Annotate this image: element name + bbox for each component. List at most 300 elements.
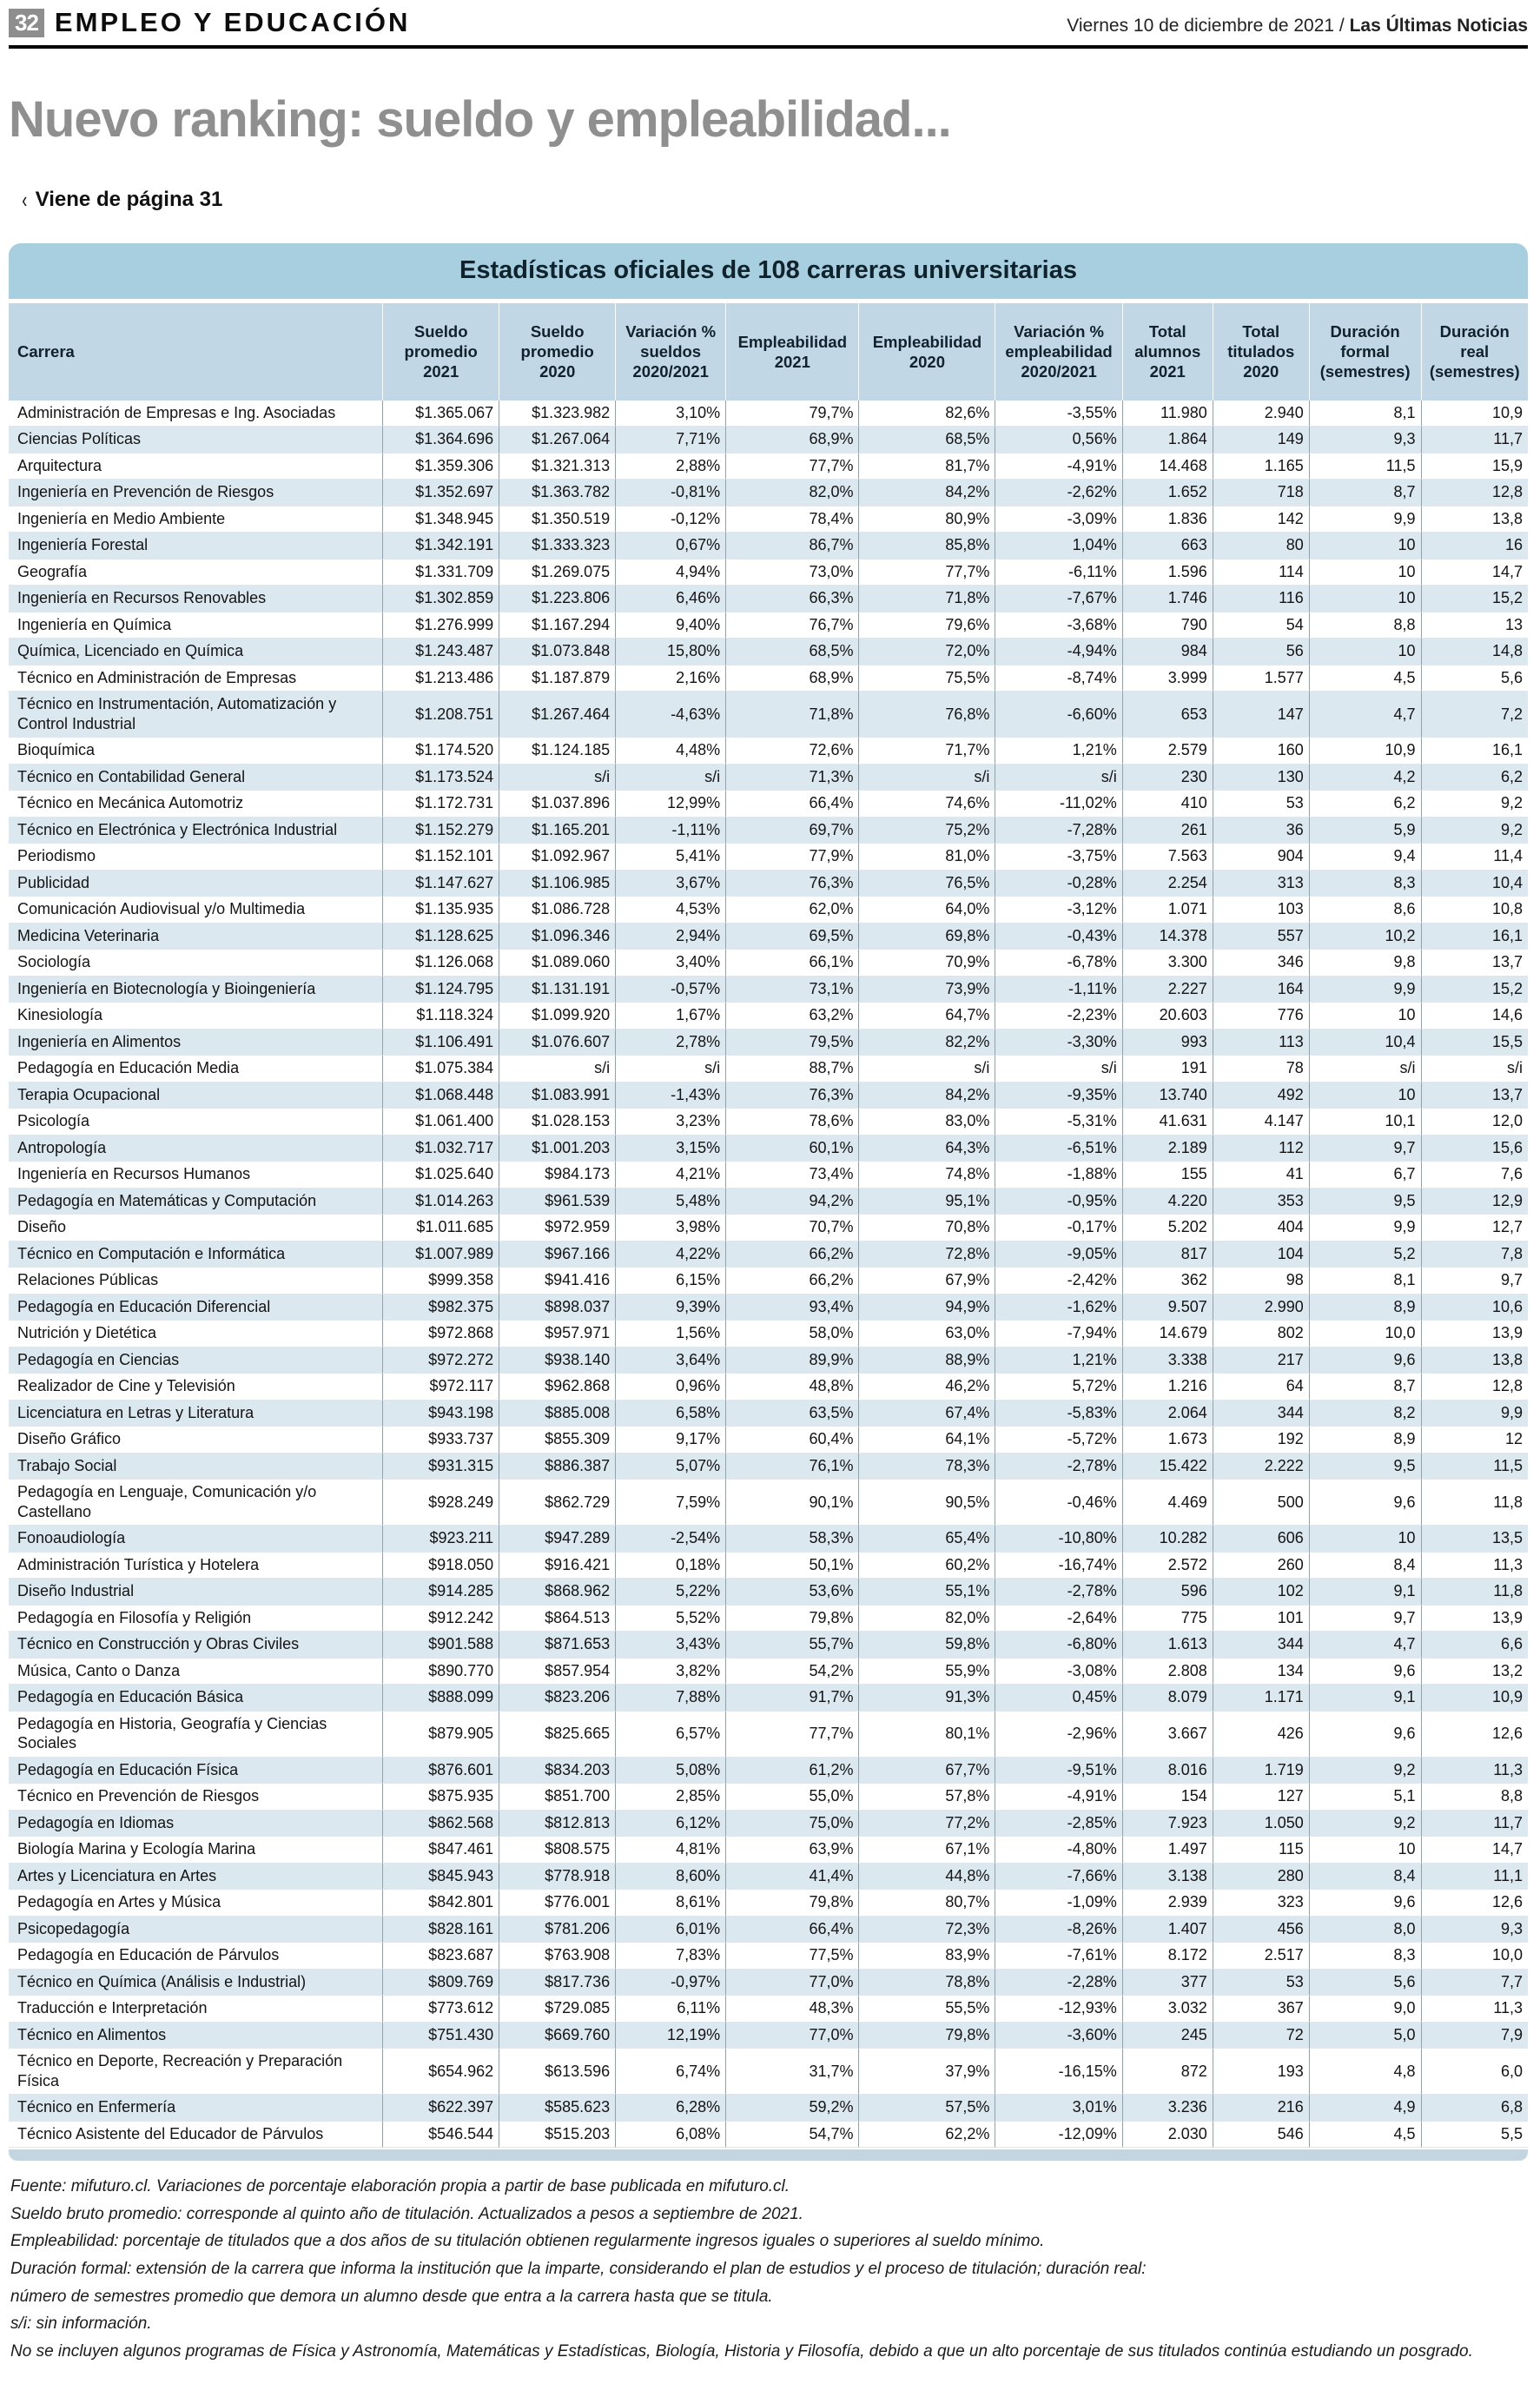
value-cell: 8,4 — [1309, 1553, 1421, 1579]
value-cell: 67,1% — [858, 1837, 995, 1864]
value-cell: $1.099.920 — [499, 1003, 615, 1030]
value-cell: $842.801 — [382, 1890, 499, 1917]
value-cell: 2,94% — [615, 924, 725, 950]
footnote-line: Duración formal: extensión de la carrera que informa la institución que la imparte, considerando el plan de estudios y el proceso de titulación; duración real: — [10, 2260, 1147, 2279]
value-cell: 164 — [1213, 977, 1309, 1003]
value-cell: 76,8% — [858, 692, 995, 738]
date-text: Viernes 10 de diciembre de 2021 / — [1067, 16, 1345, 36]
value-cell: $1.167.294 — [499, 613, 615, 639]
value-cell: 55,7% — [725, 1632, 858, 1659]
value-cell: 15,9 — [1421, 454, 1529, 480]
value-cell: 8,1 — [1309, 1268, 1421, 1295]
value-cell: 4,53% — [615, 897, 725, 924]
value-cell: $1.032.717 — [382, 1136, 499, 1162]
value-cell: $943.198 — [382, 1401, 499, 1427]
value-cell: 10,4 — [1309, 1030, 1421, 1056]
table-header — [9, 303, 1528, 401]
value-cell: $845.943 — [382, 1864, 499, 1891]
value-cell: 9,6 — [1309, 1480, 1421, 1526]
table-bottom-band — [9, 2149, 1528, 2161]
value-cell: 78,3% — [858, 1454, 995, 1480]
value-cell: $778.918 — [499, 1864, 615, 1891]
value-cell: 5,5 — [1421, 2122, 1529, 2149]
value-cell: 9,2 — [1309, 1758, 1421, 1785]
value-cell: 6,2 — [1309, 791, 1421, 818]
column-header-6: Variación % empleabilidad 2020/2021 — [995, 303, 1121, 401]
value-cell: 6,08% — [615, 2122, 725, 2149]
value-cell: 85,8% — [858, 533, 995, 560]
value-cell: 4.220 — [1122, 1189, 1213, 1215]
career-name-cell: Traducción e Interpretación — [9, 1996, 382, 2023]
value-cell: $654.962 — [382, 2049, 499, 2095]
value-cell: 4,7 — [1309, 1632, 1421, 1659]
value-cell: 72,6% — [725, 738, 858, 765]
value-cell: 55,5% — [858, 1996, 995, 2023]
value-cell: 53 — [1213, 791, 1309, 818]
value-cell: 6,6 — [1421, 1632, 1529, 1659]
value-cell: 5,72% — [995, 1374, 1121, 1401]
value-cell: $984.173 — [499, 1162, 615, 1189]
value-cell: $847.461 — [382, 1837, 499, 1864]
value-cell: -8,74% — [995, 666, 1121, 692]
table-body — [9, 401, 1528, 2149]
value-cell: 8,7 — [1309, 480, 1421, 507]
value-cell: 9,8 — [1309, 950, 1421, 977]
value-cell: 8,8 — [1421, 1784, 1529, 1811]
value-cell: 9,40% — [615, 613, 725, 639]
value-cell: 11,1 — [1421, 1864, 1529, 1891]
value-cell: 0,45% — [995, 1685, 1121, 1712]
column-header-2: Sueldo promedio 2020 — [499, 303, 615, 401]
value-cell: $999.358 — [382, 1268, 499, 1295]
career-name-cell: Pedagogía en Historia, Geografía y Ciencias Sociales — [9, 1712, 382, 1758]
table-row — [9, 1454, 1528, 1480]
value-cell: 9,39% — [615, 1295, 725, 1321]
column-header-0: Carrera — [9, 303, 382, 401]
value-cell: 134 — [1213, 1659, 1309, 1685]
value-cell: -2,62% — [995, 480, 1121, 507]
table-row — [9, 586, 1528, 613]
value-cell: $669.760 — [499, 2023, 615, 2050]
career-name-cell: Terapia Ocupacional — [9, 1083, 382, 1109]
value-cell: 68,5% — [725, 639, 858, 666]
value-cell: $1.076.607 — [499, 1030, 615, 1056]
value-cell: 66,4% — [725, 791, 858, 818]
value-cell: 55,9% — [858, 1659, 995, 1685]
value-cell: 346 — [1213, 950, 1309, 977]
value-cell: 7,88% — [615, 1685, 725, 1712]
value-cell: 76,7% — [725, 613, 858, 639]
value-cell: 4.469 — [1122, 1480, 1213, 1526]
value-cell: 1,21% — [995, 738, 1121, 765]
value-cell: $1.096.346 — [499, 924, 615, 950]
value-cell: 75,2% — [858, 818, 995, 844]
value-cell: $781.206 — [499, 1917, 615, 1944]
value-cell: 10,1 — [1309, 1109, 1421, 1136]
value-cell: 84,2% — [858, 1083, 995, 1109]
value-cell: 77,7% — [858, 560, 995, 586]
value-cell: 60,4% — [725, 1427, 858, 1454]
value-cell: 492 — [1213, 1083, 1309, 1109]
value-cell: -0,95% — [995, 1189, 1121, 1215]
value-cell: -6,11% — [995, 560, 1121, 586]
value-cell: 72,8% — [858, 1242, 995, 1268]
value-cell: 10,8 — [1421, 897, 1529, 924]
value-cell: 4,7 — [1309, 692, 1421, 738]
value-cell: 50,1% — [725, 1553, 858, 1579]
table-row — [9, 1295, 1528, 1321]
value-cell: $1.363.782 — [499, 480, 615, 507]
value-cell: 13,8 — [1421, 507, 1529, 533]
value-cell: 323 — [1213, 1890, 1309, 1917]
value-cell: 3,10% — [615, 401, 725, 427]
table-row — [9, 401, 1528, 427]
careers-statistics-table — [9, 303, 1528, 2149]
value-cell: -4,91% — [995, 454, 1121, 480]
value-cell: 261 — [1122, 818, 1213, 844]
table-row — [9, 950, 1528, 977]
table-row — [9, 818, 1528, 844]
value-cell: 73,0% — [725, 560, 858, 586]
value-cell: 2.572 — [1122, 1553, 1213, 1579]
value-cell: 11,8 — [1421, 1480, 1529, 1526]
career-name-cell: Pedagogía en Filosofía y Religión — [9, 1606, 382, 1632]
value-cell: 11,3 — [1421, 1758, 1529, 1785]
value-cell: -1,11% — [995, 977, 1121, 1003]
value-cell: 13.740 — [1122, 1083, 1213, 1109]
value-cell: 2.940 — [1213, 401, 1309, 427]
value-cell: $1.348.945 — [382, 507, 499, 533]
value-cell: -3,08% — [995, 1659, 1121, 1685]
value-cell: $1.359.306 — [382, 454, 499, 480]
value-cell: 79,5% — [725, 1030, 858, 1056]
table-row — [9, 1268, 1528, 1295]
value-cell: 9,6 — [1309, 1348, 1421, 1374]
value-cell: 76,3% — [725, 871, 858, 897]
value-cell: $876.601 — [382, 1758, 499, 1785]
table-row — [9, 2122, 1528, 2149]
footnote-line: Sueldo bruto promedio: corresponde al quinto año de titulación. Actualizados a pesos a septiembre de 2021. — [10, 2204, 803, 2223]
value-cell: 14,7 — [1421, 560, 1529, 586]
table-row — [9, 1321, 1528, 1348]
value-cell: -3,09% — [995, 507, 1121, 533]
career-name-cell: Pedagogía en Educación Media — [9, 1056, 382, 1083]
value-cell: 596 — [1122, 1579, 1213, 1606]
dateline — [1067, 16, 1528, 38]
value-cell: 56 — [1213, 639, 1309, 666]
table-row — [9, 560, 1528, 586]
value-cell: -2,96% — [995, 1712, 1121, 1758]
value-cell: $1.011.685 — [382, 1215, 499, 1242]
value-cell: 74,6% — [858, 791, 995, 818]
value-cell: 4,48% — [615, 738, 725, 765]
value-cell: 80,9% — [858, 507, 995, 533]
value-cell: 1.050 — [1213, 1811, 1309, 1838]
career-name-cell: Técnico Asistente del Educador de Párvulos — [9, 2122, 382, 2149]
value-cell: 2.579 — [1122, 738, 1213, 765]
career-name-cell: Fonoaudiología — [9, 1526, 382, 1553]
value-cell: 54,7% — [725, 2122, 858, 2149]
value-cell: $622.397 — [382, 2095, 499, 2122]
value-cell: 11,7 — [1421, 1811, 1529, 1838]
value-cell: 9,7 — [1421, 1268, 1529, 1295]
value-cell: 48,8% — [725, 1374, 858, 1401]
value-cell: 57,8% — [858, 1784, 995, 1811]
career-name-cell: Técnico en Construcción y Obras Civiles — [9, 1632, 382, 1659]
career-name-cell: Ingeniería en Medio Ambiente — [9, 507, 382, 533]
value-cell: 116 — [1213, 586, 1309, 613]
value-cell: 48,3% — [725, 1996, 858, 2023]
value-cell: 5,52% — [615, 1606, 725, 1632]
table-row — [9, 1348, 1528, 1374]
value-cell: 4,81% — [615, 1837, 725, 1864]
value-cell: 8,3 — [1309, 1943, 1421, 1970]
value-cell: 76,1% — [725, 1454, 858, 1480]
career-name-cell: Técnico en Contabilidad General — [9, 765, 382, 791]
value-cell: $776.001 — [499, 1890, 615, 1917]
table-row — [9, 1427, 1528, 1454]
value-cell: 53 — [1213, 1970, 1309, 1997]
value-cell: 73,4% — [725, 1162, 858, 1189]
value-cell: 6,7 — [1309, 1162, 1421, 1189]
footnote-line: s/i: sin información. — [10, 2314, 152, 2334]
value-cell: $938.140 — [499, 1348, 615, 1374]
value-cell: 3.138 — [1122, 1864, 1213, 1891]
value-cell: $1.165.201 — [499, 818, 615, 844]
value-cell: 10.282 — [1122, 1526, 1213, 1553]
value-cell: 36 — [1213, 818, 1309, 844]
value-cell: 16 — [1421, 533, 1529, 560]
value-cell: 102 — [1213, 1579, 1309, 1606]
table-row — [9, 1109, 1528, 1136]
value-cell: $933.737 — [382, 1427, 499, 1454]
value-cell: 193 — [1213, 2049, 1309, 2095]
value-cell: 60,1% — [725, 1136, 858, 1162]
value-cell: 5,41% — [615, 844, 725, 871]
column-header-row — [9, 303, 1528, 401]
value-cell: -3,60% — [995, 2023, 1121, 2050]
career-name-cell: Técnico en Deporte, Recreación y Preparación Física — [9, 2049, 382, 2095]
career-name-cell: Artes y Licenciatura en Artes — [9, 1864, 382, 1891]
value-cell: 1,56% — [615, 1321, 725, 1348]
value-cell: 3,40% — [615, 950, 725, 977]
value-cell: 4,21% — [615, 1162, 725, 1189]
value-cell: 456 — [1213, 1917, 1309, 1944]
value-cell: s/i — [615, 1056, 725, 1083]
value-cell: 4,9 — [1309, 2095, 1421, 2122]
value-cell: -7,66% — [995, 1864, 1121, 1891]
table-row — [9, 666, 1528, 692]
value-cell: s/i — [499, 1056, 615, 1083]
value-cell: 95,1% — [858, 1189, 995, 1215]
table-row — [9, 1579, 1528, 1606]
value-cell: 77,7% — [725, 454, 858, 480]
table-row — [9, 2095, 1528, 2122]
value-cell: 66,1% — [725, 950, 858, 977]
value-cell: $1.061.400 — [382, 1109, 499, 1136]
value-cell: 4,5 — [1309, 666, 1421, 692]
value-cell: $1.173.524 — [382, 765, 499, 791]
career-name-cell: Pedagogía en Educación Diferencial — [9, 1295, 382, 1321]
value-cell: 15,5 — [1421, 1030, 1529, 1056]
career-name-cell: Medicina Veterinaria — [9, 924, 382, 950]
value-cell: 12,7 — [1421, 1215, 1529, 1242]
value-cell: 5,6 — [1421, 666, 1529, 692]
value-cell: 160 — [1213, 738, 1309, 765]
value-cell: 68,9% — [725, 427, 858, 454]
value-cell: 63,9% — [725, 1837, 858, 1864]
value-cell: -2,42% — [995, 1268, 1121, 1295]
value-cell: $817.736 — [499, 1970, 615, 1997]
value-cell: 62,2% — [858, 2122, 995, 2149]
value-cell: $851.700 — [499, 1784, 615, 1811]
masthead-left — [9, 7, 410, 38]
value-cell: -9,05% — [995, 1242, 1121, 1268]
value-cell: 64 — [1213, 1374, 1309, 1401]
career-name-cell: Ingeniería en Alimentos — [9, 1030, 382, 1056]
value-cell: 155 — [1122, 1162, 1213, 1189]
table-row — [9, 1712, 1528, 1758]
value-cell: $1.001.203 — [499, 1136, 615, 1162]
value-cell: 192 — [1213, 1427, 1309, 1454]
value-cell: $1.302.859 — [382, 586, 499, 613]
value-cell: 53,6% — [725, 1579, 858, 1606]
value-cell: $1.086.728 — [499, 897, 615, 924]
career-name-cell: Pedagogía en Educación Física — [9, 1758, 382, 1785]
table-row — [9, 480, 1528, 507]
value-cell: 1.165 — [1213, 454, 1309, 480]
value-cell: $1.124.185 — [499, 738, 615, 765]
value-cell: -0,43% — [995, 924, 1121, 950]
value-cell: $947.289 — [499, 1526, 615, 1553]
value-cell: -9,35% — [995, 1083, 1121, 1109]
value-cell: 12,99% — [615, 791, 725, 818]
value-cell: -2,54% — [615, 1526, 725, 1553]
value-cell: 66,2% — [725, 1268, 858, 1295]
value-cell: 11.980 — [1122, 401, 1213, 427]
value-cell: -7,61% — [995, 1943, 1121, 1970]
table-row — [9, 1811, 1528, 1838]
column-header-8: Total titulados 2020 — [1213, 303, 1309, 401]
value-cell: -2,64% — [995, 1606, 1121, 1632]
table-row — [9, 1136, 1528, 1162]
table-row — [9, 1996, 1528, 2023]
value-cell: 13,9 — [1421, 1606, 1529, 1632]
value-cell: 7,71% — [615, 427, 725, 454]
column-header-1: Sueldo promedio 2021 — [382, 303, 499, 401]
career-name-cell: Relaciones Públicas — [9, 1268, 382, 1295]
value-cell: 5,07% — [615, 1454, 725, 1480]
value-cell: -7,67% — [995, 586, 1121, 613]
value-cell: 82,0% — [858, 1606, 995, 1632]
value-cell: 77,5% — [725, 1943, 858, 1970]
value-cell: 15,6 — [1421, 1136, 1529, 1162]
value-cell: $1.267.064 — [499, 427, 615, 454]
continuation-label: Viene de página 31 — [35, 188, 223, 212]
value-cell: -16,15% — [995, 2049, 1121, 2095]
value-cell: 67,9% — [858, 1268, 995, 1295]
value-cell: s/i — [995, 1056, 1121, 1083]
value-cell: 1.407 — [1122, 1917, 1213, 1944]
value-cell: 54,2% — [725, 1659, 858, 1685]
value-cell: 2,85% — [615, 1784, 725, 1811]
table-row — [9, 1401, 1528, 1427]
value-cell: 9,5 — [1309, 1454, 1421, 1480]
value-cell: 9,2 — [1421, 818, 1529, 844]
value-cell: 82,0% — [725, 480, 858, 507]
value-cell: 3.338 — [1122, 1348, 1213, 1374]
value-cell: 70,8% — [858, 1215, 995, 1242]
value-cell: 8.172 — [1122, 1943, 1213, 1970]
value-cell: 1,21% — [995, 1348, 1121, 1374]
value-cell: -8,26% — [995, 1917, 1121, 1944]
value-cell: $961.539 — [499, 1189, 615, 1215]
value-cell: 2,78% — [615, 1030, 725, 1056]
value-cell: 3.032 — [1122, 1996, 1213, 2023]
value-cell: 69,8% — [858, 924, 995, 950]
value-cell: 8,6 — [1309, 897, 1421, 924]
value-cell: $751.430 — [382, 2023, 499, 2050]
value-cell: 313 — [1213, 871, 1309, 897]
value-cell: 11,4 — [1421, 844, 1529, 871]
value-cell: 90,5% — [858, 1480, 995, 1526]
value-cell: 16,1 — [1421, 738, 1529, 765]
value-cell: 1.596 — [1122, 560, 1213, 586]
value-cell: 9,9 — [1309, 1215, 1421, 1242]
value-cell: $1.089.060 — [499, 950, 615, 977]
table-row — [9, 692, 1528, 738]
career-name-cell: Geografía — [9, 560, 382, 586]
value-cell: 2.227 — [1122, 977, 1213, 1003]
value-cell: -12,09% — [995, 2122, 1121, 2149]
value-cell: $972.868 — [382, 1321, 499, 1348]
value-cell: $1.350.519 — [499, 507, 615, 533]
value-cell: 8,2 — [1309, 1401, 1421, 1427]
value-cell: $812.813 — [499, 1811, 615, 1838]
career-name-cell: Administración de Empresas e Ing. Asociadas — [9, 401, 382, 427]
value-cell: -3,68% — [995, 613, 1121, 639]
table-row — [9, 1030, 1528, 1056]
value-cell: 10,0 — [1421, 1943, 1529, 1970]
value-cell: 10,0 — [1309, 1321, 1421, 1348]
table-row — [9, 1758, 1528, 1785]
value-cell: 59,2% — [725, 2095, 858, 2122]
value-cell: s/i — [615, 765, 725, 791]
value-cell: $1.083.991 — [499, 1083, 615, 1109]
value-cell: 11,5 — [1309, 454, 1421, 480]
value-cell: 4,8 — [1309, 2049, 1421, 2095]
value-cell: 9,2 — [1421, 791, 1529, 818]
value-cell: 1.171 — [1213, 1685, 1309, 1712]
value-cell: 5,48% — [615, 1189, 725, 1215]
value-cell: 9,6 — [1309, 1712, 1421, 1758]
value-cell: 31,7% — [725, 2049, 858, 2095]
value-cell: -4,91% — [995, 1784, 1121, 1811]
value-cell: 10 — [1309, 560, 1421, 586]
value-cell: 5,6 — [1309, 1970, 1421, 1997]
value-cell: 13,8 — [1421, 1348, 1529, 1374]
value-cell: 2.222 — [1213, 1454, 1309, 1480]
column-header-3: Variación % sueldos 2020/2021 — [615, 303, 725, 401]
value-cell: $967.166 — [499, 1242, 615, 1268]
value-cell: $1.152.279 — [382, 818, 499, 844]
value-cell: 14.468 — [1122, 454, 1213, 480]
value-cell: $1.321.313 — [499, 454, 615, 480]
value-cell: -5,72% — [995, 1427, 1121, 1454]
column-header-9: Duración formal (semestres) — [1309, 303, 1421, 401]
value-cell: 9,7 — [1309, 1606, 1421, 1632]
career-name-cell: Ingeniería en Prevención de Riesgos — [9, 480, 382, 507]
